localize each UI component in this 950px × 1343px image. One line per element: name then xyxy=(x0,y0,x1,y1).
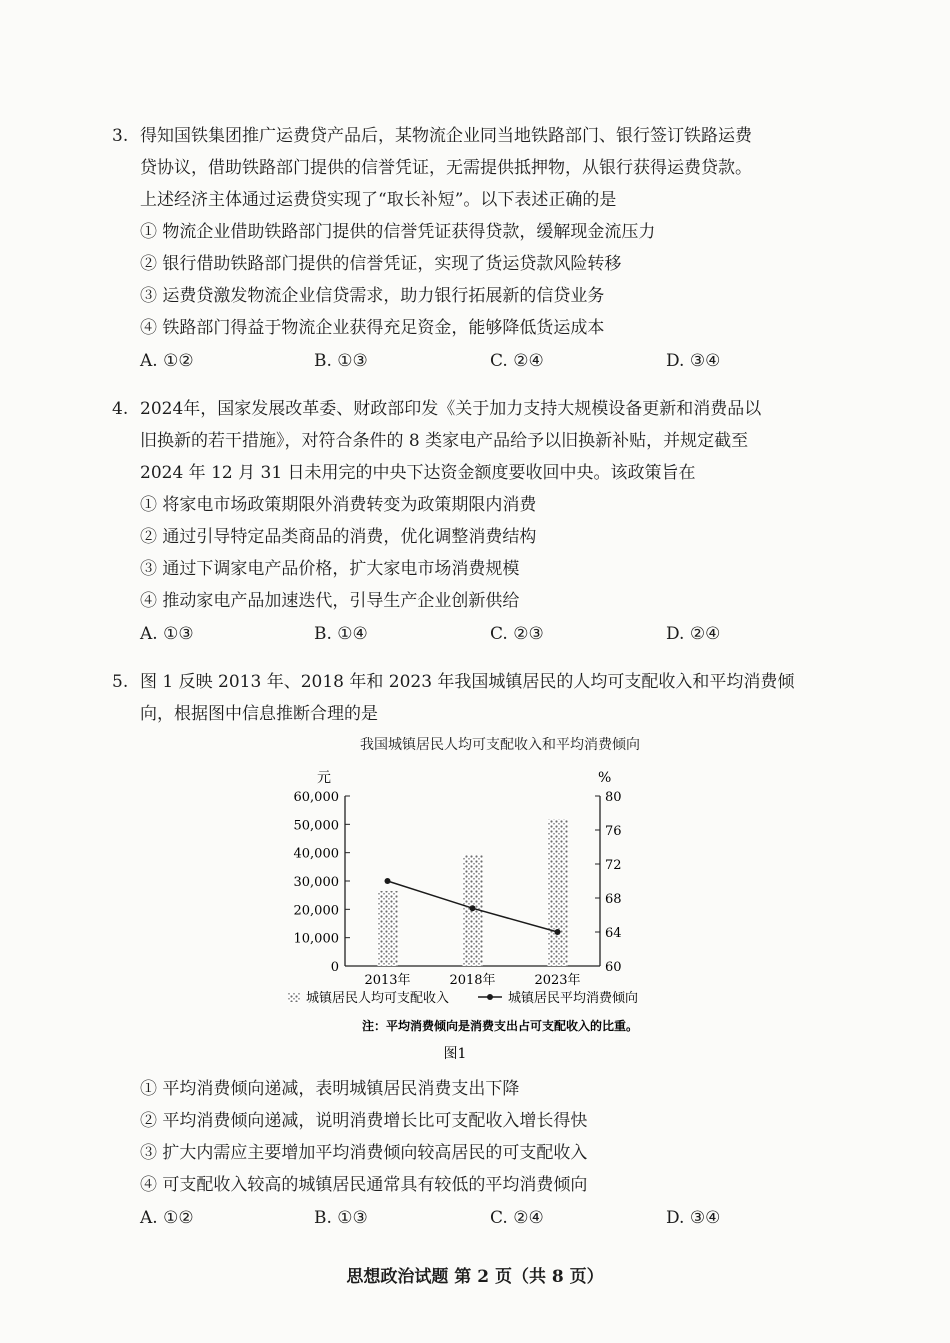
question-stem-line: 2024 年 12 月 31 日未用完的中央下达资金额度要收回中央。该政策旨在 xyxy=(140,463,696,483)
statement-option: ② 平均消费倾向递减，说明消费增长比可支配收入增长得快 xyxy=(140,1111,588,1131)
answer-choices xyxy=(140,344,872,378)
x-tick-label: 2023年 xyxy=(534,973,581,988)
statement-option: ① 平均消费倾向递减，表明城镇居民消费支出下降 xyxy=(140,1079,520,1099)
question-number: 3. xyxy=(112,126,129,146)
legend-income-swatch xyxy=(288,993,300,1002)
question-stem-line: 图 1 反映 2013 年、2018 年和 2023 年我国城镇居民的人均可支配收入和平均消费倾 xyxy=(140,672,795,692)
right-tick-label: 60 xyxy=(605,960,622,975)
right-axis-unit: % xyxy=(598,770,612,786)
income-bar xyxy=(378,891,398,966)
left-tick-label: 30,000 xyxy=(293,875,339,890)
statement-option: ② 通过引导特定品类商品的消费，优化调整消费结构 xyxy=(140,527,537,547)
choice-a[interactable]: A. ①③ xyxy=(140,624,194,644)
question-5-options xyxy=(112,1073,872,1235)
right-tick-label: 72 xyxy=(605,858,622,873)
choice-c[interactable]: C. ②④ xyxy=(490,351,544,371)
statement-option: ② 银行借助铁路部门提供的信誉凭证，实现了货运贷款风险转移 xyxy=(140,254,622,274)
right-tick-label: 64 xyxy=(605,926,622,941)
left-tick-label: 0 xyxy=(330,960,339,975)
chart-title: 我国城镇居民人均可支配收入和平均消费倾向 xyxy=(360,737,640,753)
answer-choices xyxy=(140,1201,872,1235)
question-stem-line: 上述经济主体通过运费贷实现了“取长补短”。以下表述正确的是 xyxy=(140,190,617,210)
choice-b[interactable]: B. ①③ xyxy=(314,351,368,371)
choice-d[interactable]: D. ③④ xyxy=(666,1208,721,1228)
question-stem-line: 旧换新的若干措施》，对符合条件的 8 类家电产品给予以旧换新补贴，并规定截至 xyxy=(140,431,749,451)
right-tick-label: 76 xyxy=(605,824,622,839)
legend-line-label: 城镇居民平均消费倾向 xyxy=(508,991,639,1006)
question-stem-line: 向，根据图中信息推断合理的是 xyxy=(140,704,378,724)
legend-line-marker xyxy=(487,994,493,1000)
choice-b[interactable]: B. ①④ xyxy=(314,624,368,644)
choice-d[interactable]: D. ②④ xyxy=(666,624,721,644)
statement-option: ③ 运费贷激发物流企业信贷需求，助力银行拓展新的信贷业务 xyxy=(140,286,605,306)
choice-c[interactable]: C. ②④ xyxy=(490,1208,544,1228)
answer-choices xyxy=(140,617,872,651)
question-stem-line: 得知国铁集团推广运费贷产品后，某物流企业同当地铁路部门、银行签订铁路运费 xyxy=(140,126,752,146)
chart-svg xyxy=(270,730,730,1060)
consumption-point xyxy=(555,929,561,935)
left-tick-label: 40,000 xyxy=(293,846,339,862)
statement-option: ④ 可支配收入较高的城镇居民通常具有较低的平均消费倾向 xyxy=(140,1175,588,1195)
statement-option: ④ 铁路部门得益于物流企业获得充足资金，能够降低货运成本 xyxy=(140,318,605,338)
question-3 xyxy=(112,120,872,378)
choice-d[interactable]: D. ③④ xyxy=(666,351,721,371)
x-tick-label: 2013年 xyxy=(364,973,411,988)
consumption-point xyxy=(385,878,391,884)
statement-option: ① 将家电市场政策期限外消费转变为政策期限内消费 xyxy=(140,495,537,515)
figure-1-chart xyxy=(270,730,730,1060)
x-tick-label: 2018年 xyxy=(449,973,496,988)
choice-b[interactable]: B. ①③ xyxy=(314,1208,368,1228)
statement-option: ③ 扩大内需应主要增加平均消费倾向较高居民的可支配收入 xyxy=(140,1143,588,1163)
legend-income-label: 城镇居民人均可支配收入 xyxy=(306,991,450,1006)
question-4 xyxy=(112,393,872,651)
right-tick-label: 68 xyxy=(605,892,622,907)
statement-option: ① 物流企业借助铁路部门提供的信誉凭证获得贷款，缓解现金流压力 xyxy=(140,222,656,242)
question-5-stem xyxy=(112,666,872,730)
choice-c[interactable]: C. ②③ xyxy=(490,624,544,644)
left-axis-unit: 元 xyxy=(317,770,331,786)
choice-a[interactable]: A. ①② xyxy=(140,1208,194,1228)
statement-option: ③ 通过下调家电产品价格，扩大家电市场消费规模 xyxy=(140,559,520,579)
consumption-point xyxy=(470,905,476,911)
question-stem-line: 2024年，国家发展改革委、财政部印发《关于加力支持大规模设备更新和消费品以 xyxy=(140,399,762,419)
right-tick-label: 80 xyxy=(605,790,622,805)
left-tick-label: 60,000 xyxy=(293,790,339,805)
question-number: 4. xyxy=(112,399,129,419)
question-stem-line: 贷协议，借助铁路部门提供的信誉凭证，无需提供抵押物，从银行获得运费贷款。 xyxy=(140,158,752,178)
question-number: 5. xyxy=(112,672,129,692)
income-bar xyxy=(548,819,568,966)
choice-a[interactable]: A. ①② xyxy=(140,351,194,371)
chart-note: 注：平均消费倾向是消费支出占可支配收入的比重。 xyxy=(361,1019,639,1033)
left-tick-label: 20,000 xyxy=(293,903,339,919)
page-footer: 思想政治试题 第 2 页（共 8 页） xyxy=(346,1267,604,1287)
left-tick-label: 50,000 xyxy=(293,818,339,834)
left-tick-label: 10,000 xyxy=(293,931,339,947)
figure-caption: 图1 xyxy=(443,1046,467,1060)
statement-option: ④ 推动家电产品加速迭代，引导生产企业创新供给 xyxy=(140,591,520,611)
